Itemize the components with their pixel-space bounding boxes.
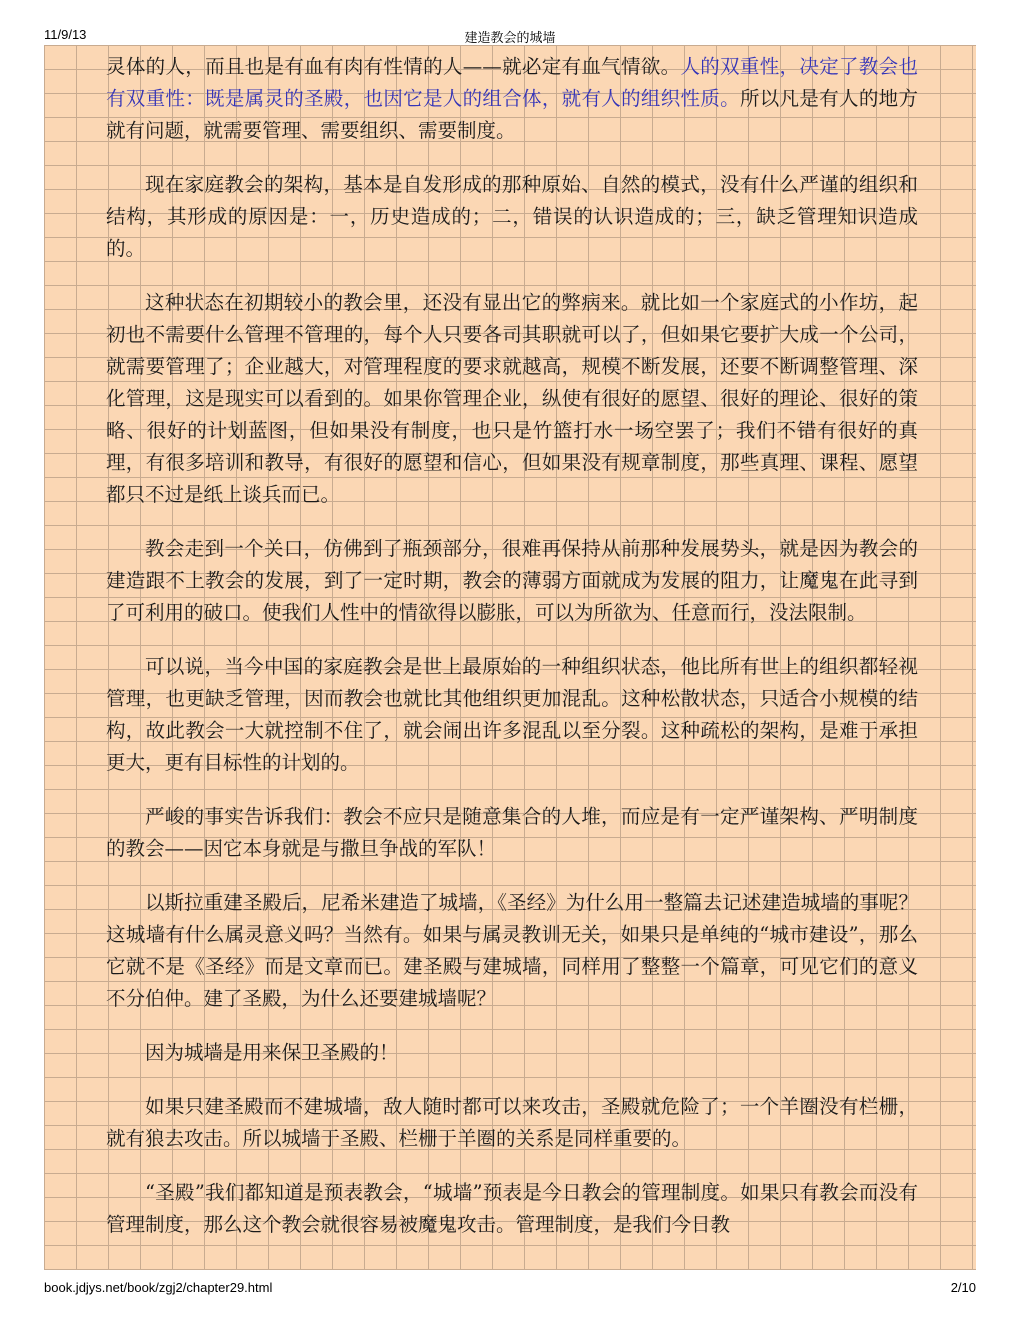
paragraph-text: 所以凡是有人的地方就有问题，就需要管理、需要组织、需要制度。 [106,87,918,142]
print-page-title: 建造教会的城墙 [464,30,556,45]
print-header [0,0,1020,45]
page-number: 2/10 [950,1280,976,1295]
article-body [106,51,918,1263]
print-url: book.jdjys.net/book/zgj2/chapter29.html [44,1280,273,1295]
paragraph: 严峻的事实告诉我们：教会不应只是随意集合的人堆，而应是有一定严谨架构、严明制度的教会——因它本身就是与撒旦争战的军队！ [106,805,918,860]
paragraph: 可以说，当今中国的家庭教会是世上最原始的一种组织状态，他比所有世上的组织都轻视管理，也更缺乏管理，因而教会也就比其他组织更加混乱。这种松散状态，只适合小规模的结构，故此教会一大就控制不住了，就会闹出许多混乱以至分裂。这种疏松的架构，是难于承担更大，更有目标性的计划的。 [106,655,918,774]
paragraph: 因为城墙是用来保卫圣殿的！ [145,1041,399,1064]
highlighted-text: 人的双重性，决定了教会也有双重性：既是属灵的圣殿，也因它是人的组合体，就有人的组织性质。 [106,55,918,110]
paragraph: 以斯拉重建圣殿后，尼希米建造了城墙，《圣经》为什么用一整篇去记述建造城墙的事呢？这城墙有什么属灵意义吗？当然有。如果与属灵教训无关，如果只是单纯的“城市建设”，那么它就不是《圣经》而是文章而已。建圣殿与建城墙，同样用了整整一个篇章，可见它们的意义不分伯仲。建了圣殿，为什么还要建城墙呢？ [106,891,918,1010]
paragraph: 如果只建圣殿而不建城墙，敌人随时都可以来攻击，圣殿就危险了；一个羊圈没有栏栅，就有狼去攻击。所以城墙于圣殿、栏栅于羊圈的关系是同样重要的。 [106,1095,918,1150]
paragraph: 这种状态在初期较小的教会里，还没有显出它的弊病来。就比如一个家庭式的小作坊，起初也不需要什么管理不管理的，每个人只要各司其职就可以了，但如果它要扩大成一个公司，就需要管理了；企业越大，对管理程度的要求就越高，规模不断发展，还要不断调整管理、深化管理，这是现实可以看到的。如果你管理企业，纵使有很好的愿望、很好的理论、很好的策略、很好的计划蓝图，但如果没有制度，也只是竹篮打水一场空罢了；我们不错有很好的真理，有很多培训和教导，有很好的愿望和信心，但如果没有规章制度，那些真理、课程、愿望都只不过是纸上谈兵而已。 [106,291,918,506]
print-date: 11/9/13 [44,27,87,42]
paragraph: 现在家庭教会的架构，基本是自发形成的那种原始、自然的模式，没有什么严谨的组织和结构，其形成的原因是：一，历史造成的；二，错误的认识造成的；三，缺乏管理知识造成的。 [106,173,918,260]
paragraph-continued [106,51,918,147]
paragraph: “圣殿”我们都知道是预表教会，“城墙”预表是今日教会的管理制度。如果只有教会而没有管理制度，那么这个教会就很容易被魔鬼攻击。管理制度，是我们今日教 [106,1181,918,1236]
paragraph-text: 灵体的人，而且也是有血有肉有性情的人——就必定有血气情欲。 [106,55,681,78]
brick-background-page [44,45,976,1270]
paragraph: 教会走到一个关口，仿佛到了瓶颈部分，很难再保持从前那种发展势头，就是因为教会的建造跟不上教会的发展，到了一定时期，教会的薄弱方面就成为发展的阻力，让魔鬼在此寻到了可利用的破口。使我们人性中的情欲得以膨胀，可以为所欲为、任意而行，没法限制。 [106,537,918,624]
print-footer [0,1280,1020,1310]
